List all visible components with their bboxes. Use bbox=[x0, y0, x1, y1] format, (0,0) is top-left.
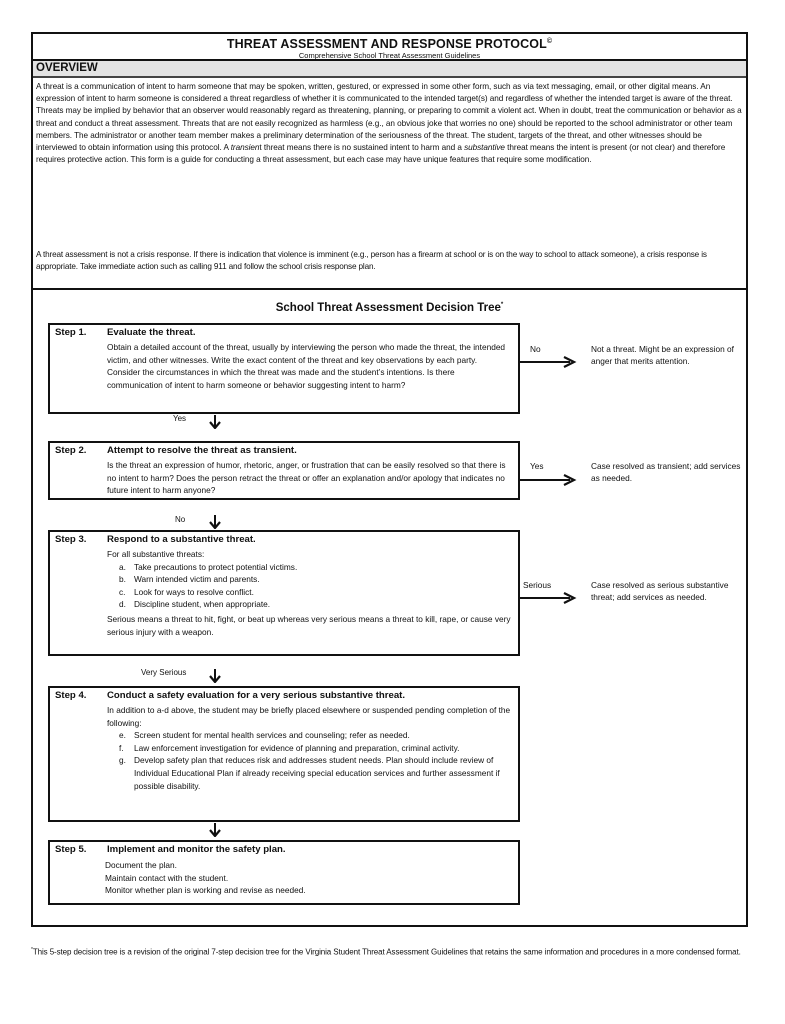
title-text: THREAT ASSESSMENT AND RESPONSE PROTOCOL bbox=[226, 37, 547, 52]
step-title: Conduct a safety evaluation for a very serious substantive threat. bbox=[107, 690, 406, 701]
crisis-paragraph: A threat assessment is not a crisis response. If there is indication that violence is imminent (e.g., person has a firearm at school or is on the way to school to attack someone), a crisis response is appropriate. Take immediate action such as calling 911 and follow the school crisis response plan. bbox=[36, 250, 707, 272]
overview-paragraph bbox=[36, 81, 744, 166]
item-label: d. bbox=[119, 599, 126, 610]
overview-text-1: A threat is a communication of intent to harm someone that may be spoken, written, gestured, or expressed in some other form, such as via text messaging, email, or other digital means. An expression of intent to harm someone is considered a threat regardless of whether it is communicated to the intended target(s) and regardless of whether the intended target is aware of the threat. Threats may be implied by behavior that an observer would reasonably regard as threatening, planning, or preparing to commit a violent act. When in doubt, treat the communication or behavior as a threat and conduct a threat assessment. Threats that are not easily recognized as harmless (e.g., an obvious joke that worries no one) should be reported to the school administrator or other team members. The administrator or another team member makes a preliminary determination of the seriousness of the threat. The student, targets of the threat, and other witnesses should be interviewed to obtain information using this protocol. A bbox=[36, 82, 742, 153]
step-5-line: Document the plan. bbox=[105, 860, 177, 870]
down-arrow-icon bbox=[208, 823, 222, 837]
list-item bbox=[107, 742, 512, 755]
step-title: Implement and monitor the safety plan. bbox=[107, 844, 286, 855]
list-item bbox=[107, 598, 512, 611]
step-3-box bbox=[48, 530, 520, 656]
right-arrow-icon bbox=[518, 592, 578, 604]
step-3-heading bbox=[55, 534, 256, 545]
step-2-body: Is the threat an expression of humor, rhetoric, anger, or frustration that can be easily resolved so that there is no intent to harm? Does the person retract the threat or offer an explanation and/or apology that indicates no future intent to harm anyone? bbox=[107, 460, 506, 496]
tree-title-text: School Threat Assessment Decision Tree bbox=[275, 302, 501, 314]
step-3-intro: For all substantive threats: bbox=[107, 549, 205, 559]
document-subtitle: Comprehensive School Threat Assessment Guidelines bbox=[298, 51, 481, 61]
footnote bbox=[31, 944, 751, 959]
step-2-outcome: Case resolved as transient; add services as needed. bbox=[591, 461, 741, 484]
step-number: Step 4. bbox=[55, 690, 87, 701]
step-2-branch-label: Yes bbox=[530, 461, 544, 471]
footnote-marker: * bbox=[31, 947, 33, 953]
step-title: Evaluate the threat. bbox=[107, 327, 196, 338]
step-5-body bbox=[105, 859, 510, 897]
down-arrow-icon bbox=[208, 669, 222, 683]
right-arrow-icon bbox=[518, 474, 578, 486]
step-title: Attempt to resolve the threat as transient. bbox=[107, 445, 297, 456]
step-2-box bbox=[48, 441, 520, 500]
right-arrow-icon bbox=[518, 356, 578, 368]
step-number: Step 2. bbox=[55, 445, 87, 456]
step-4-action-list bbox=[107, 729, 512, 792]
item-text: Discipline student, when appropriate. bbox=[134, 599, 271, 610]
down-arrow-icon bbox=[208, 415, 222, 429]
step-1-branch-label: No bbox=[530, 344, 541, 354]
step-3-branch-label: Serious bbox=[523, 580, 552, 590]
list-item bbox=[107, 573, 512, 586]
step-3-action-list bbox=[107, 561, 512, 611]
item-text: Screen student for mental health services and counseling; refer as needed. bbox=[134, 730, 410, 741]
substantive-term: substantive bbox=[464, 143, 505, 153]
footnote-mark: * bbox=[500, 302, 504, 309]
item-text: Law enforcement investigation for evidence of planning and preparation, criminal activity. bbox=[134, 742, 460, 753]
step-number: Step 3. bbox=[55, 534, 87, 545]
section-divider bbox=[33, 288, 746, 290]
step-1-body: Obtain a detailed account of the threat, usually by interviewing the person who made the threat, the intended victim, and other witnesses. Write the exact content of the threat and key observations by each party. Consider the circumstances in which the threat was made and the student’s intentions. Is there communication of intent to harm someone or behavior suggesting intent to harm? bbox=[107, 342, 506, 390]
step-2-next-label: No bbox=[175, 515, 186, 524]
overview-section-header bbox=[33, 61, 746, 78]
item-label: e. bbox=[119, 730, 126, 741]
list-item bbox=[107, 754, 512, 792]
overview-heading: OVERVIEW bbox=[36, 62, 98, 74]
step-3-body bbox=[107, 548, 512, 638]
title-block bbox=[33, 34, 746, 61]
decision-tree-title bbox=[33, 302, 746, 314]
list-item bbox=[107, 561, 512, 574]
list-item bbox=[107, 586, 512, 599]
item-label: a. bbox=[119, 561, 126, 572]
overview-text-3: threat means the intent is present (or not clear) and therefore requires protective action. This form is a guide for conducting a threat assessment, but each case may have unique features that require some modification. bbox=[36, 143, 726, 165]
overview-text-2: t threat means there is no sustained intent to harm and a bbox=[259, 143, 465, 153]
item-text: Take precautions to protect potential victims. bbox=[134, 561, 298, 572]
step-2-heading bbox=[55, 445, 297, 456]
step-5-line: Monitor whether plan is working and revise as needed. bbox=[105, 885, 306, 896]
footnote-text: This 5-step decision tree is a revision of the original 7-step decision tree for the Virginia Student Threat Assessment Guidelines that retains the same information and procedures in a more condensed format. bbox=[32, 947, 741, 957]
step-4-box bbox=[48, 686, 520, 822]
item-label: b. bbox=[119, 574, 126, 585]
step-5-line: Maintain contact with the student. bbox=[105, 872, 229, 883]
item-text: Look for ways to resolve conflict. bbox=[134, 586, 254, 597]
step-number: Step 1. bbox=[55, 327, 87, 338]
step-4-heading bbox=[55, 690, 405, 701]
step-1-heading bbox=[55, 327, 196, 338]
step-4-intro: In addition to a-d above, the student may be briefly placed elsewhere or suspended pending completion of the following: bbox=[107, 705, 511, 728]
step-3-next-label: Very Serious bbox=[141, 668, 187, 677]
item-label: g. bbox=[119, 755, 126, 766]
item-label: f. bbox=[119, 742, 124, 753]
list-item bbox=[107, 729, 512, 742]
step-3-outcome: Case resolved as serious substantive threat; add services as needed. bbox=[591, 580, 729, 603]
step-title: Respond to a substantive threat. bbox=[107, 534, 256, 545]
step-4-body bbox=[107, 704, 512, 792]
step-1-outcome: Not a threat. Might be an expression of anger that merits attention. bbox=[591, 344, 734, 367]
down-arrow-icon bbox=[208, 515, 222, 529]
step-1-box bbox=[48, 323, 520, 414]
document-title bbox=[33, 35, 746, 51]
step-5-heading bbox=[55, 844, 286, 855]
step-1-next-label: Yes bbox=[173, 414, 187, 423]
step-3-severity-note: Serious means a threat to hit, fight, or beat up whereas very serious means a threat to kill, rape, or cause very serious injury with a weapon. bbox=[107, 613, 511, 637]
step-5-box bbox=[48, 840, 520, 905]
transient-term: transien bbox=[230, 143, 260, 153]
step-number: Step 5. bbox=[55, 844, 87, 855]
protocol-frame bbox=[31, 32, 748, 927]
item-text: Develop safety plan that reduces risk and addresses student needs. Plan should include review of Individual Educational Plan if already receiving special education services and further assessment if possible disability. bbox=[134, 755, 500, 791]
item-text: Warn intended victim and parents. bbox=[134, 574, 260, 585]
item-label: c. bbox=[119, 586, 126, 597]
copyright-mark: © bbox=[546, 38, 553, 45]
